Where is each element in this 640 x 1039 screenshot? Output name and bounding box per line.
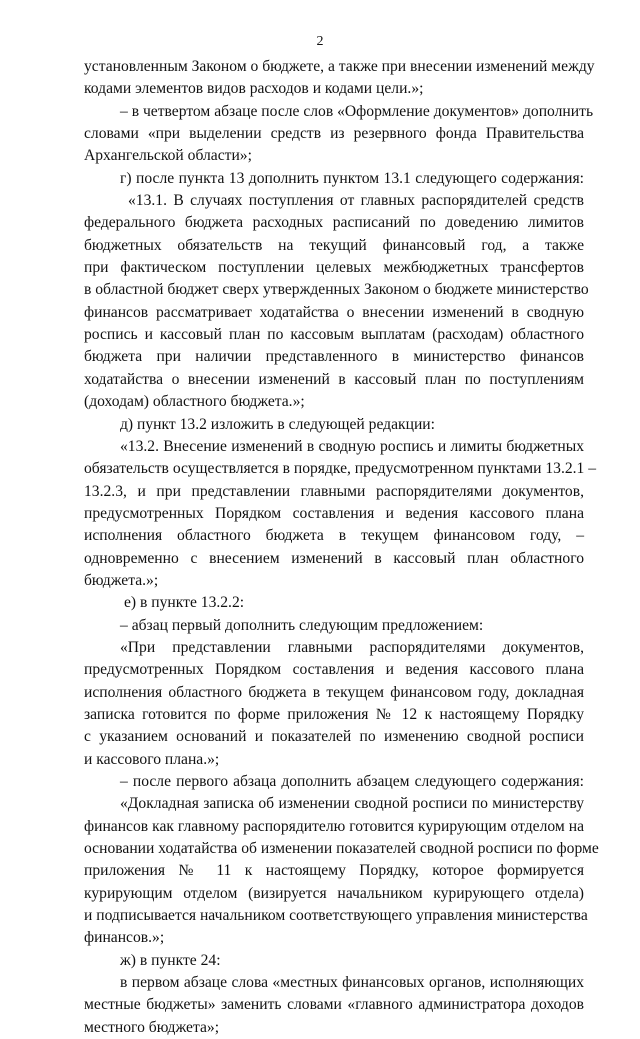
text-line: 13.2.3, и при представлении главными распорядителями документов, bbox=[84, 482, 584, 500]
text-line: и кассового плана.»; bbox=[84, 750, 220, 768]
text-line: бюджета при наличии представленного в министерство финансов bbox=[84, 348, 584, 366]
text-line: установленным Законом о бюджете, а также при внесении изменений между bbox=[84, 58, 595, 75]
text-line: г) после пункта 13 дополнить пунктом 13.1 следующего содержания: bbox=[120, 169, 584, 187]
document-body bbox=[84, 56, 599, 1039]
text-line: при фактическом поступлении целевых межбюджетных трансфертов bbox=[84, 259, 584, 277]
text-line: словами «при выделении средств из резервного фонда Правительства bbox=[84, 125, 584, 143]
text-line: предусмотренных Порядком составления и ведения кассового плана bbox=[84, 661, 584, 679]
text-line: исполнения областного бюджета в текущем финансовом году, докладная bbox=[84, 683, 584, 701]
text-line: – абзац первый дополнить следующим предложением: bbox=[120, 616, 484, 634]
text-line: одновременно с внесением изменений в кассовый план областного bbox=[84, 549, 584, 567]
text-line: – в четвертом абзаце после слов «Оформление документов» дополнить bbox=[120, 102, 594, 120]
text-line: в областной бюджет сверх утвержденных Законом о бюджете министерство bbox=[84, 281, 589, 299]
text-line: и подписывается начальником соответствующего управления министерства bbox=[84, 907, 588, 925]
text-line: – после первого абзаца дополнить абзацем следующего содержания: bbox=[120, 773, 584, 790]
text-line: местного бюджета»; bbox=[84, 1018, 220, 1036]
text-line: финансов рассматривает ходатайства о внесении изменений в сводную bbox=[84, 303, 584, 321]
text-line: бюджета.»; bbox=[84, 571, 159, 589]
text-line: кодами элементов видов расходов и кодами цели.»; bbox=[84, 80, 424, 98]
text-line: федерального бюджета расходных расписаний по доведению лимитов bbox=[84, 214, 584, 232]
text-line: предусмотренных Порядком составления и ведения кассового плана bbox=[84, 504, 584, 522]
text-line: приложения № 11 к настоящему Порядку, которое формируется bbox=[84, 862, 584, 880]
text-line: ж) в пункте 24: bbox=[120, 951, 221, 969]
text-line: е) в пункте 13.2.2: bbox=[124, 594, 245, 612]
text-line: бюджетных обязательств на текущий финансовый год, а также bbox=[84, 236, 584, 254]
text-line: «13.2. Внесение изменений в сводную роспись и лимиты бюджетных bbox=[120, 437, 584, 455]
text-line: курирующим отделом (визируется начальником курирующего отдела) bbox=[84, 884, 584, 902]
text-line: записка готовится по форме приложения № 12 к настоящему Порядку bbox=[84, 705, 584, 723]
text-line: в первом абзаце слова «местных финансовых органов, исполняющих bbox=[120, 974, 584, 992]
text-line: финансов.»; bbox=[84, 929, 165, 947]
text-line: д) пункт 13.2 изложить в следующей редакции: bbox=[120, 415, 435, 433]
text-line: основании ходатайства об изменении показателей сводной росписи по форме bbox=[84, 840, 599, 858]
text-line: «При представлении главными распорядителями документов, bbox=[120, 638, 584, 656]
text-line: «13.1. В случаях поступления от главных распорядителей средств bbox=[128, 192, 584, 210]
text-line: обязательств осуществляется в порядке, предусмотренном пунктами 13.2.1 – bbox=[84, 460, 597, 478]
text-line: исполнения областного бюджета в текущем финансовом году, – bbox=[84, 527, 584, 545]
text-line: «Докладная записка об изменении сводной росписи по министерству bbox=[120, 795, 584, 813]
text-line: (доходам) областного бюджета.»; bbox=[84, 393, 305, 411]
text-line: ходатайства о внесении изменений в кассовый план по поступлениям bbox=[84, 370, 584, 388]
text-line: с указанием оснований и показателей по изменению сводной росписи bbox=[84, 728, 584, 746]
text-line: роспись и кассовый план по кассовым выплатам (расходам) областного bbox=[84, 326, 584, 344]
text-line: финансов как главному распорядителю готовится курирующим отделом на bbox=[84, 817, 584, 835]
text-line: Архангельской области»; bbox=[84, 147, 252, 165]
page-number: 2 bbox=[316, 34, 324, 49]
text-line: местные бюджеты» заменить словами «главного администратора доходов bbox=[84, 996, 584, 1014]
